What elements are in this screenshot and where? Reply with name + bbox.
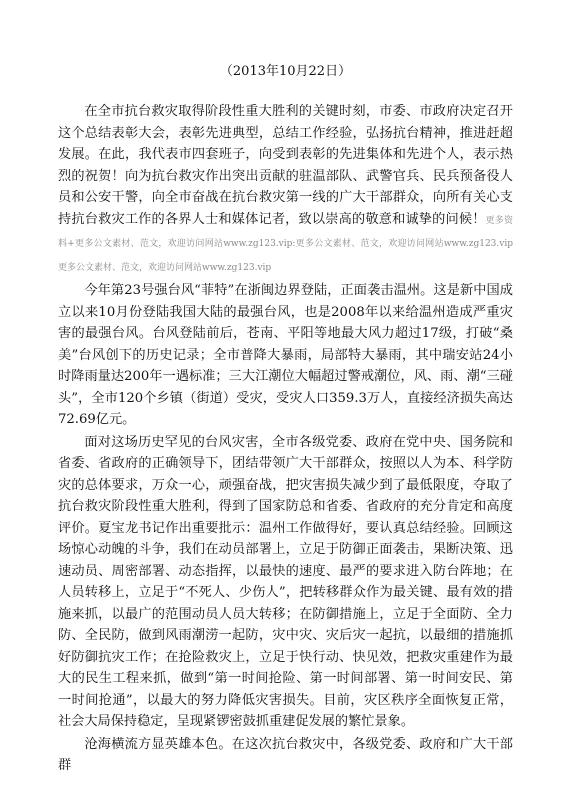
document-date: （2013年10月22日） bbox=[219, 64, 352, 79]
paragraph-1-text: 在全市抗台救灾取得阶段性重大胜利的关键时刻，市委、市政府决定召开这个总结表彰大会，表彰先进典型，总结工作经验，弘扬抗台精神，推进赶超发展。在此，我代表市四套班子，向受到表彰的先进集体和先进个人，表示热烈的祝贺！向为抗台救灾作出突出贡献的驻温部队、武警官兵、民兵预备役人员和公安干警，向全市奋战在抗台救灾第一线的广大干部群众，向所有关心支持抗台救灾工作的各界人士和媒体记者，致以崇高的敬意和诚挚的问候！ bbox=[58, 104, 513, 227]
paragraph-1 bbox=[58, 101, 513, 279]
paragraph-4: 沧海横流方显英雄本色。在这次抗台救灾中，各级党委、政府和广大干部群 bbox=[58, 736, 513, 773]
paragraph-2: 今年第23号强台风“菲特”在浙闽边界登陆，正面袭击温州。这是新中国成立以来10月份登陆我国大陆的最强台风，也是2008年以来给温州造成严重灾害的最强台风。台风登陆前后，苍南、平阳等地最大风力超过17级，打破“桑美”台风创下的历史记录；全市普降大暴雨，局部特大暴雨，其中瑞安站24小时降雨量达200年一遇标准；三大江潮位大幅超过警戒潮位，风、雨、潮“三碰头”，全市120个乡镇（街道）受灾，受灾人口359.3万人，直接经济损失高达72.69亿元。 bbox=[58, 283, 513, 427]
paragraph-3: 面对这场历史罕见的台风灾害，全市各级党委、政府在党中央、国务院和省委、省政府的正确领导下，团结带领广大干部群众，按照以人为本、科学防灾的总体要求，万众一心，顽强奋战，把灾害损失减少到了最低限度，夺取了抗台救灾阶段性重大胜利，得到了国家防总和省委、省政府的充分肯定和高度评价。夏宝龙书记作出重要批示：温州工作做得好，要认真总结经验。回顾这场惊心动魄的斗争，我们在动员部署上，立足于防御正面袭击，果断决策、迅速动员、周密部署、动态指挥，以最快的速度、最严的要求进入防台阵地；在人员转移上，立足于“不死人、少伤人”，把转移群众作为最关键、最有效的措施来抓，以最广的范围动员人员大转移；在防御措施上，立足于全面防、全力防、全民防，做到风雨潮涝一起防，灾中灾、灾后灾一起抗，以最细的措施抓好防御抗灾工作；在抢险救灾上，立足于快行动、快见效，把救灾重建作为最大的民生工程来抓，做到“第一时间抢险、第一时间部署、第一时间安民、第一时间抢通”，以最大的努力降低灾害损失。目前，灾区秩序全面恢复正常，社会大局保持稳定，呈现紧锣密鼓抓重建促发展的繁忙景象。 bbox=[58, 434, 513, 729]
watermark-text: 更多资料+更多公文素材、范文，欢迎访问网站www.zg123.vip:更多公文素材、范文，欢迎访问网站www.zg123.vip 更多公文素材、范文，欢迎访问网站www.zg123.vip bbox=[58, 215, 513, 273]
